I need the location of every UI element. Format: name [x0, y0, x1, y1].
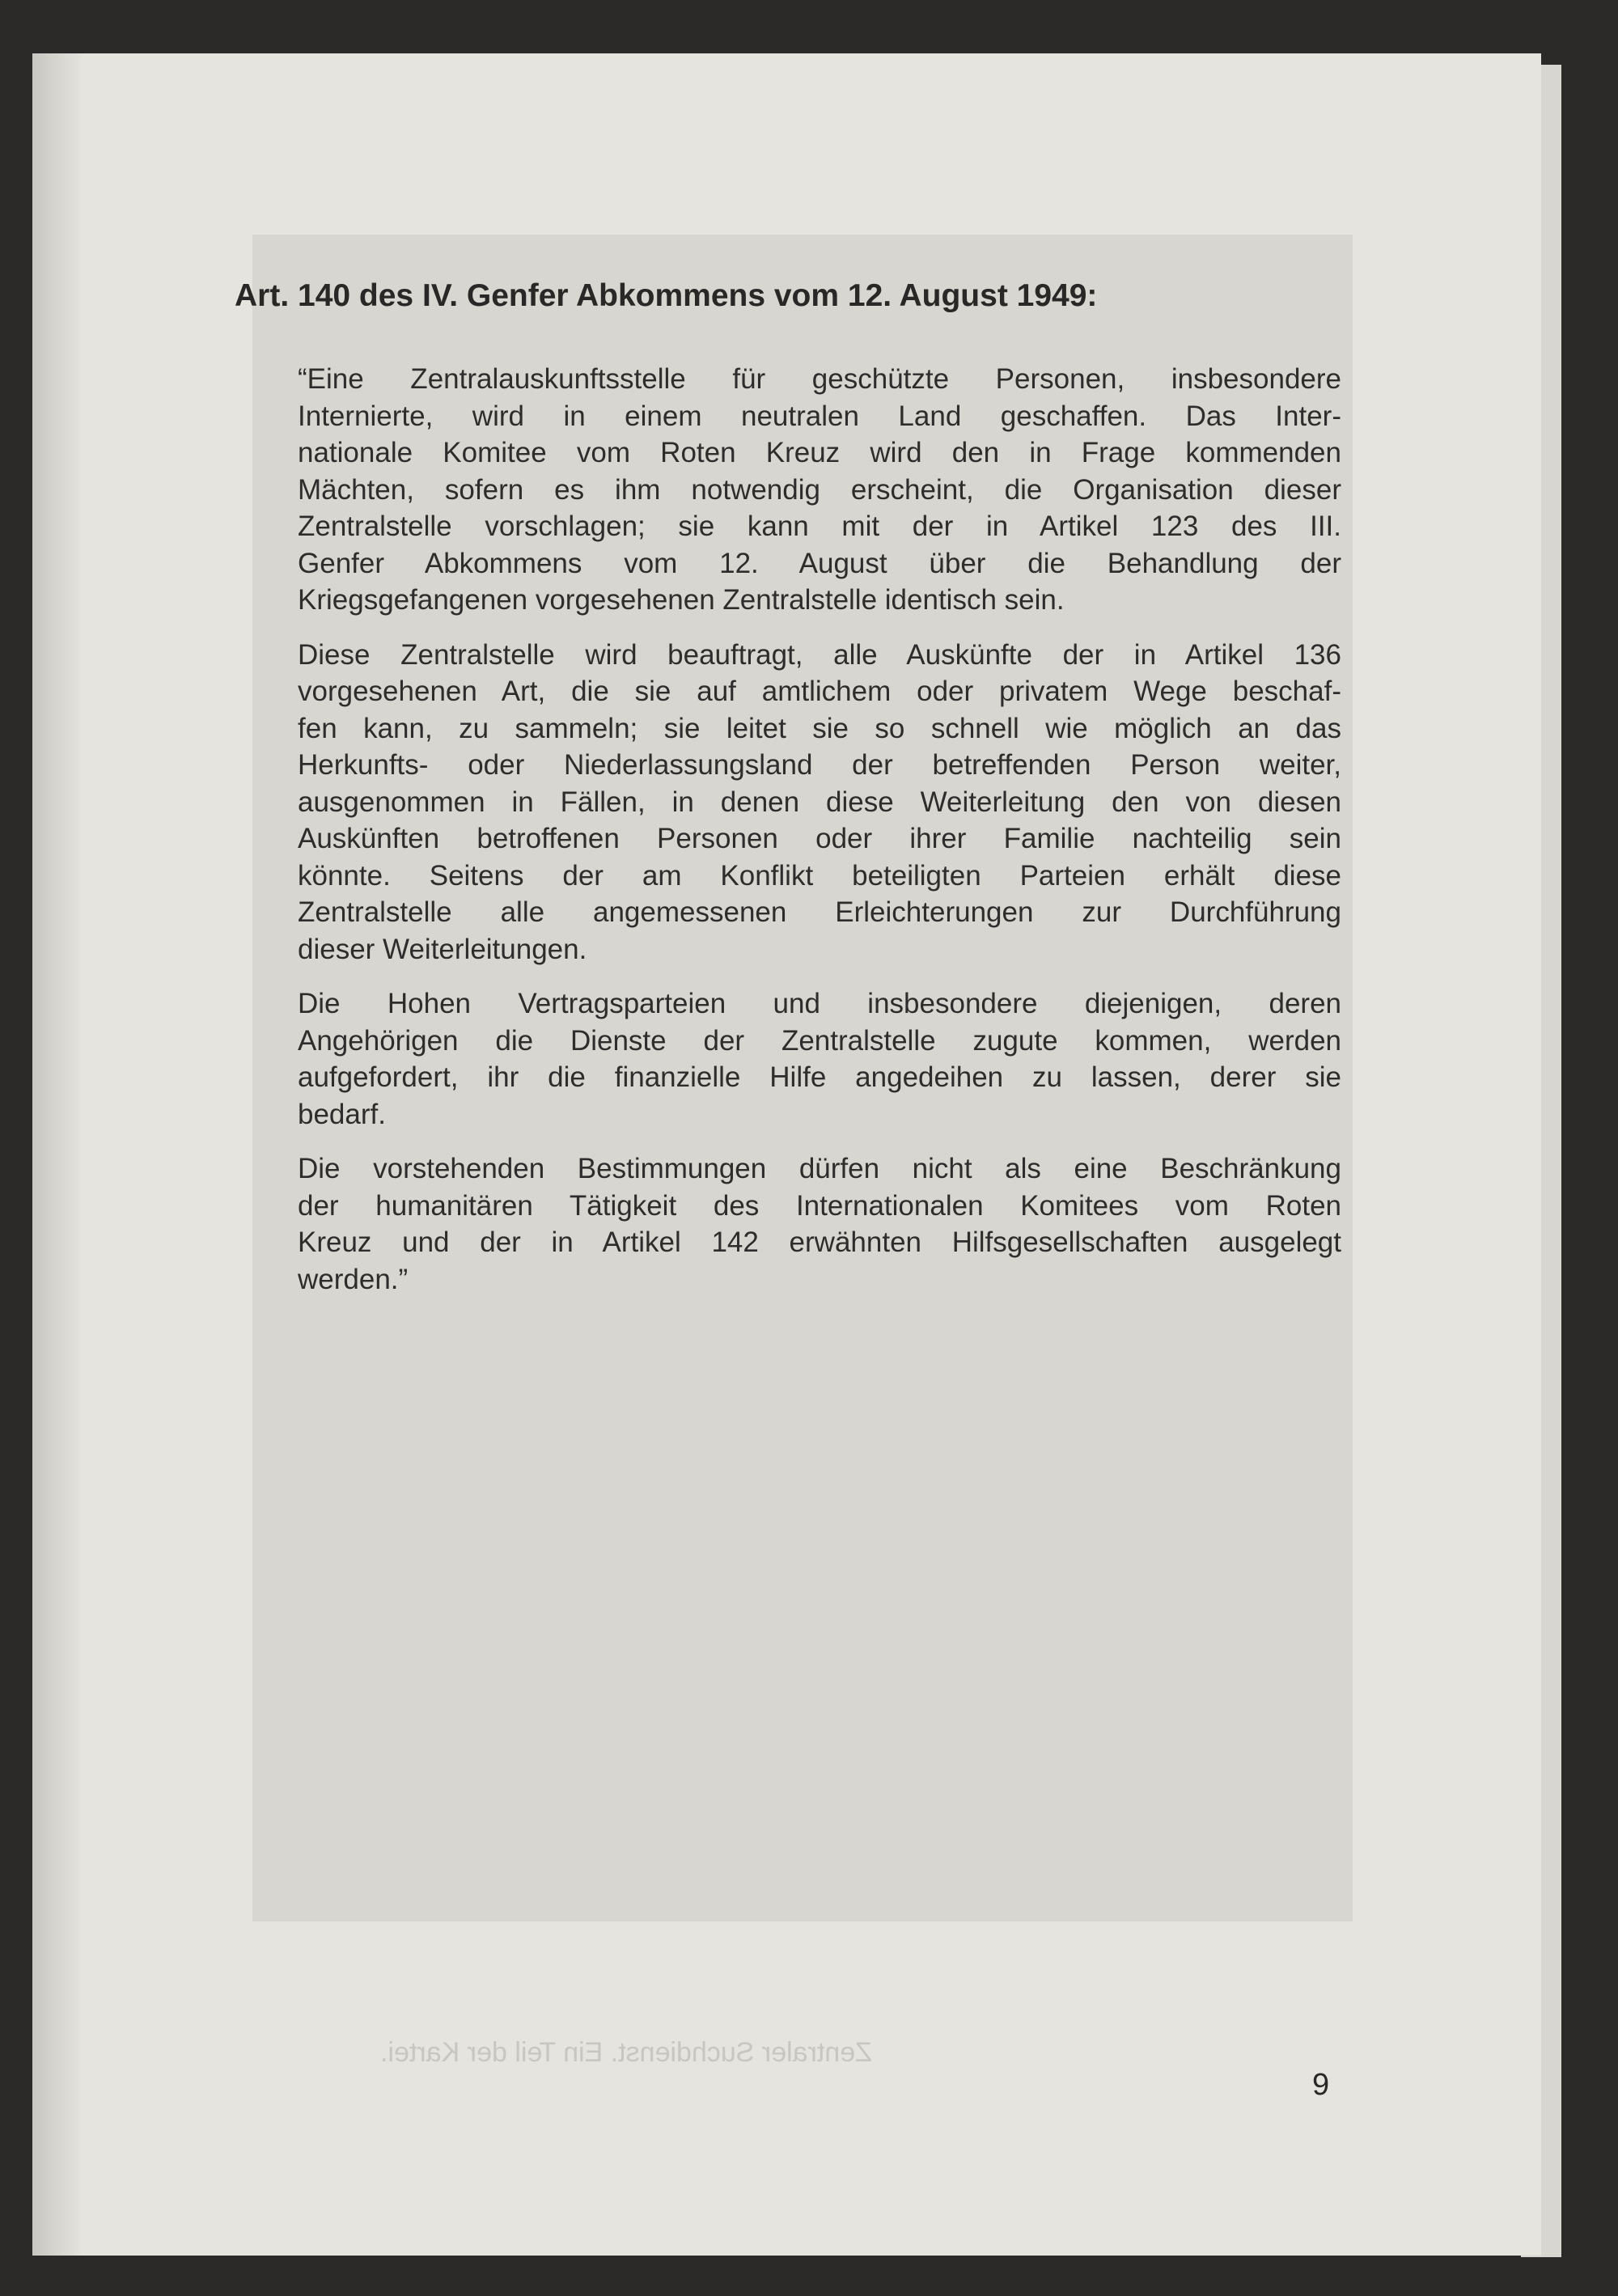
text-line: vorgesehenen Art, die sie auf amtlichem oder privatem Wege beschaf-	[298, 676, 1341, 707]
text-line: Zentralstelle alle angemessenen Erleichterungen zur Durchführung	[298, 896, 1341, 928]
text-line: dieser Weiterleitungen.	[298, 933, 587, 965]
text-line: ausgenommen in Fällen, in denen diese Weiterleitung den von diesen	[298, 786, 1341, 818]
text-line: könnte. Seitens der am Konflikt beteiligten Parteien erhält diese	[298, 859, 1341, 892]
paragraph	[298, 1150, 1341, 1298]
text-line: bedarf.	[298, 1098, 386, 1130]
text-line: fen kann, zu sammeln; sie leitet sie so schnell wie möglich an das	[298, 712, 1341, 744]
text-line: werden.”	[298, 1263, 409, 1295]
text-line: Die vorstehenden Bestimmungen dürfen nicht als eine Beschränkung	[298, 1153, 1341, 1184]
page-spine-shadow	[32, 53, 81, 2256]
text-line: Zentralstelle vorschlagen; sie kann mit der in Artikel 123 des III.	[298, 510, 1341, 542]
text-line: Diese Zentralstelle wird beauftragt, alle Auskünfte der in Artikel 136	[298, 638, 1341, 671]
article-body	[298, 361, 1341, 1315]
paragraph	[298, 985, 1341, 1133]
text-line: Auskünften betroffenen Personen oder ihrer Familie nachteilig sein	[298, 823, 1341, 854]
page-number: 9	[1312, 2068, 1330, 2102]
document-page	[32, 53, 1541, 2256]
text-line: “Eine Zentralauskunftsstelle für geschützte Personen, insbesondere	[298, 363, 1341, 395]
text-line: Internierte, wird in einem neutralen Land geschaffen. Das Inter-	[298, 400, 1341, 432]
text-line: Mächten, sofern es ihm notwendig erscheint, die Organisation dieser	[298, 473, 1341, 506]
text-line: Herkunfts- oder Niederlassungsland der betreffenden Person weiter,	[298, 749, 1341, 781]
showthrough-caption: Zentraler Suchdienst. Ein Teil der Kartei.	[380, 2037, 872, 2068]
text-line: der humanitären Tätigkeit des Internationalen Komitees vom Roten	[298, 1189, 1341, 1222]
text-line: aufgefordert, ihr die finanzielle Hilfe angedeihen zu lassen, derer sie	[298, 1061, 1341, 1093]
text-line: Kreuz und der in Artikel 142 erwähnten Hilfsgesellschaften ausgelegt	[298, 1226, 1341, 1258]
paragraph	[298, 637, 1341, 968]
text-line: Die Hohen Vertragsparteien und insbesondere diejenigen, deren	[298, 988, 1341, 1019]
paragraph	[298, 361, 1341, 619]
article-heading: Art. 140 des IV. Genfer Abkommens vom 12. August 1949:	[235, 278, 1098, 313]
text-line: Kriegsgefangenen vorgesehenen Zentralstelle identisch sein.	[298, 584, 1065, 616]
text-line: nationale Komitee vom Roten Kreuz wird den in Frage kommenden	[298, 437, 1341, 468]
text-line: Angehörigen die Dienste der Zentralstelle zugute kommen, werden	[298, 1024, 1341, 1057]
text-line: Genfer Abkommens vom 12. August über die Behandlung der	[298, 547, 1341, 579]
